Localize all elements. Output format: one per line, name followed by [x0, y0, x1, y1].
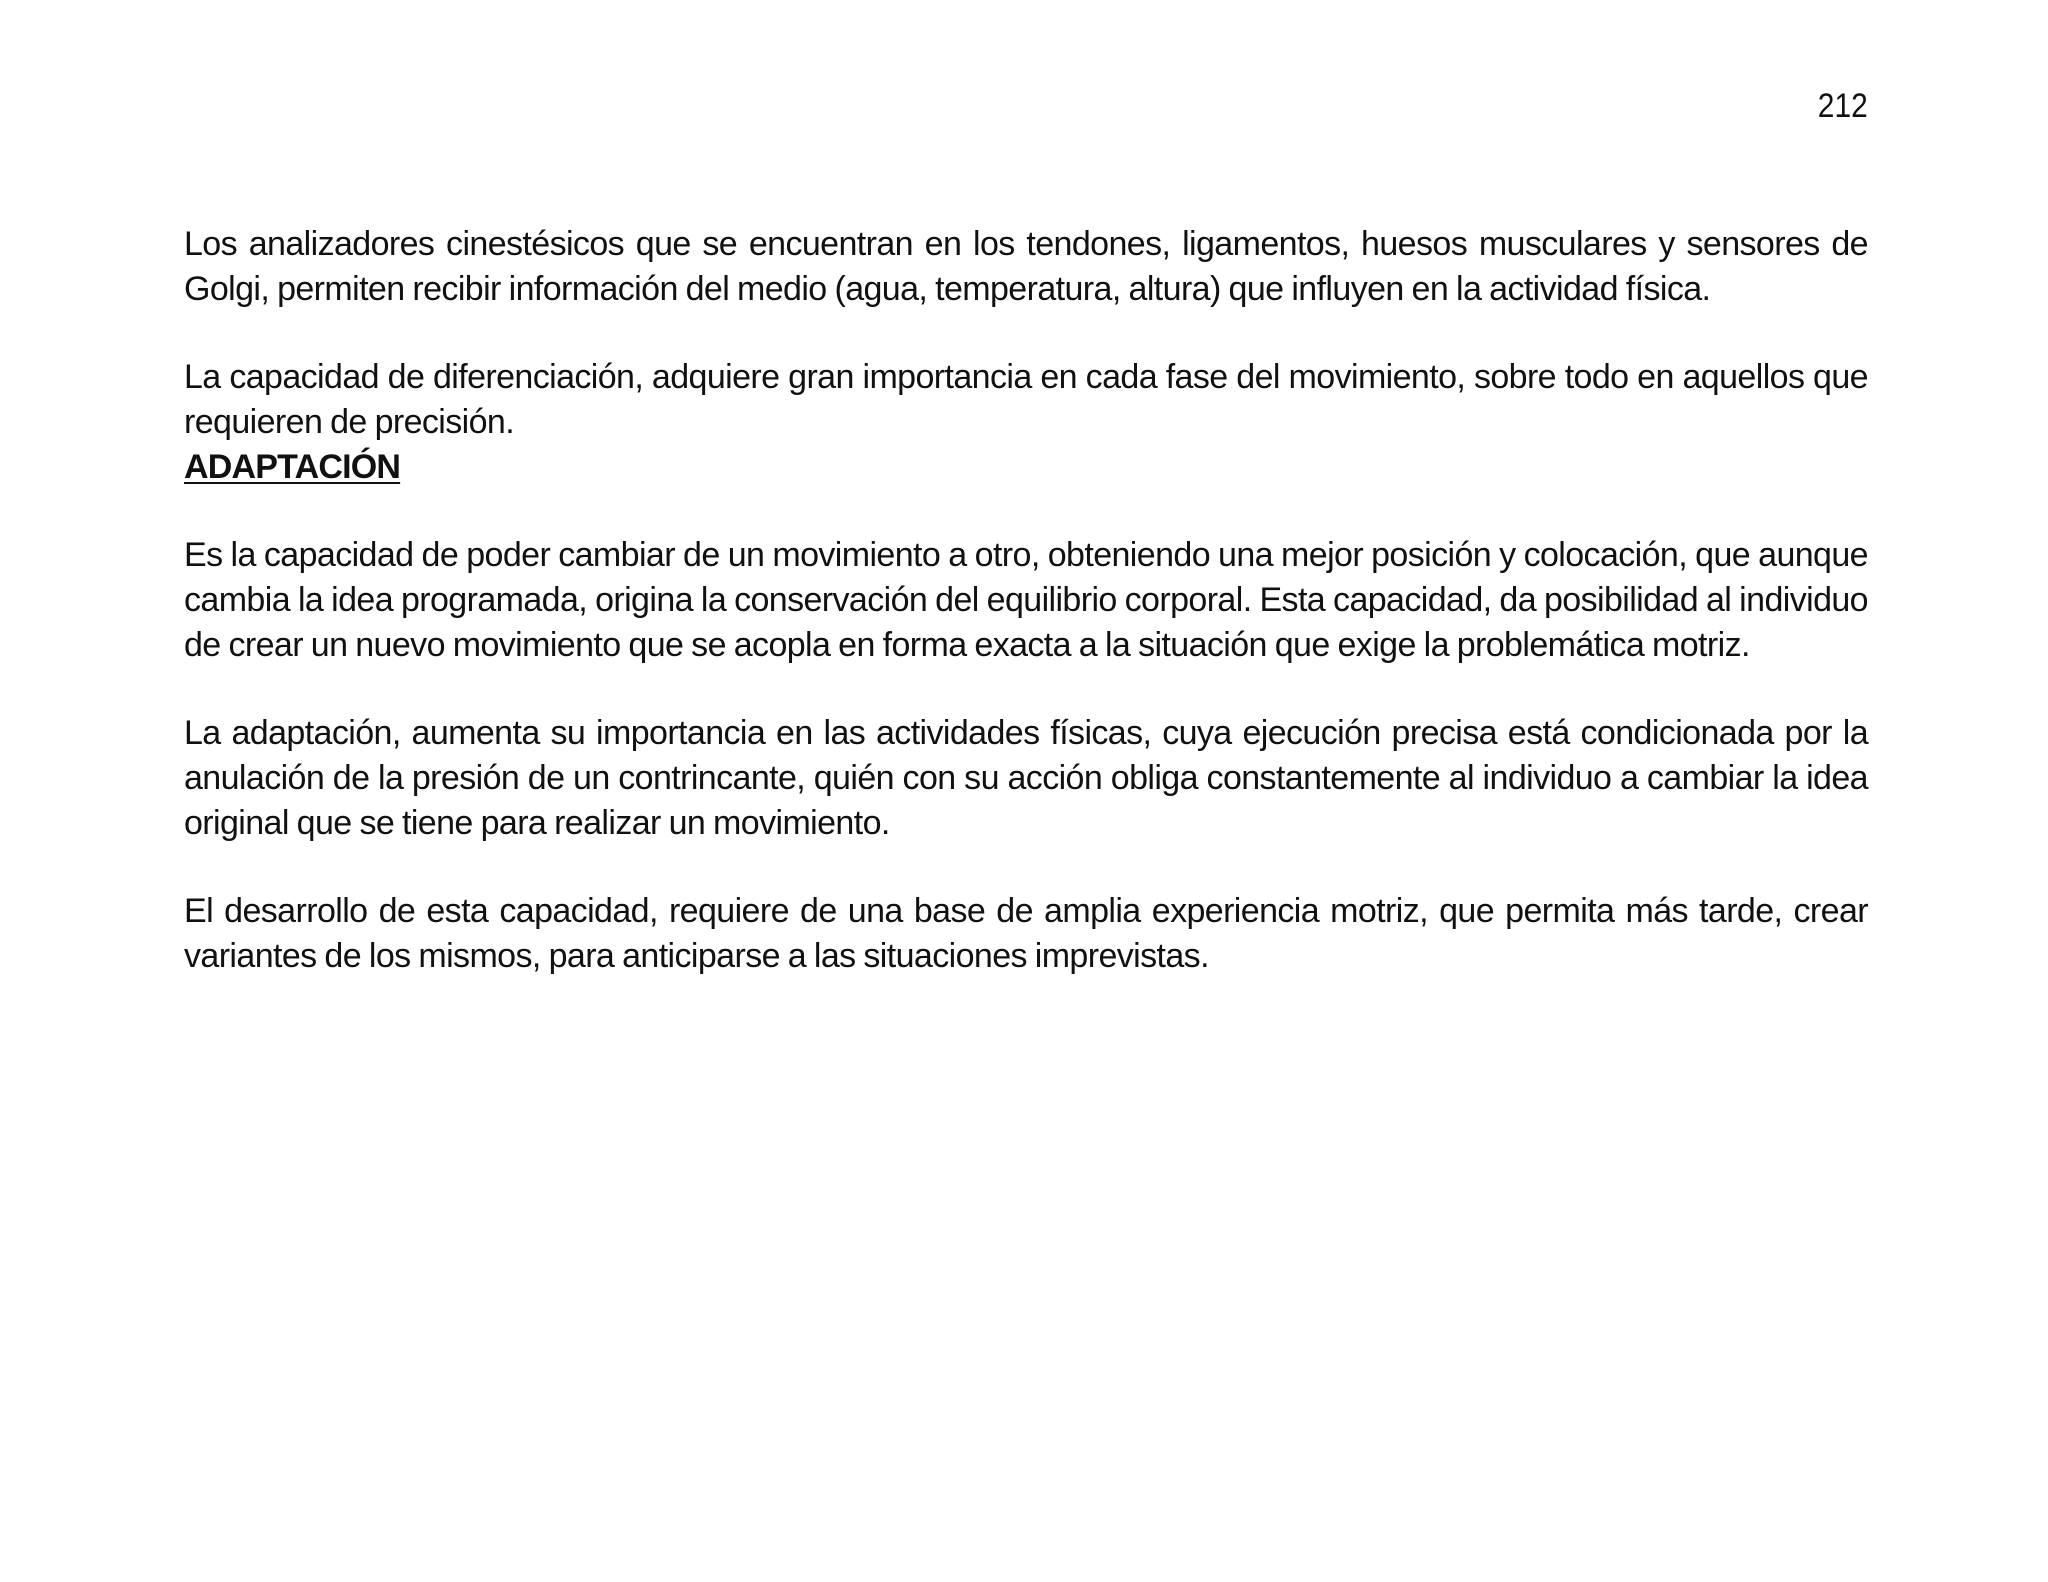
document-body	[184, 222, 1868, 979]
paragraph-adaptation-definition: Es la capacidad de poder cambiar de un movimiento a otro, obteniendo una mejor posición y colocación, que aunque cambia la idea programada, origina la conservación del equilibrio corporal. Esta capacidad, da posibilidad al individuo de crear un nuevo movimiento que se acopla en forma exacta a la situación que exige la problemática motriz.	[184, 536, 1868, 664]
paragraph-adaptation-development: El desarrollo de esta capacidad, requiere de una base de amplia experiencia motriz, que permita más tarde, crear variantes de los mismos, para anticiparse a las situaciones imprevistas.	[184, 892, 1868, 975]
paragraph-kinesthetic-analyzers: Los analizadores cinestésicos que se encuentran en los tendones, ligamentos, huesos musculares y sensores de Golgi, permiten recibir información del medio (agua, temperatura, altura) que influyen en la actividad física.	[184, 225, 1868, 308]
paragraph-differentiation: La capacidad de diferenciación, adquiere gran importancia en cada fase del movimiento, sobre todo en aquellos que requieren de precisión.	[184, 358, 1868, 441]
section-heading-adaptacion: ADAPTACIÓN	[184, 448, 401, 486]
page-number: 212	[1818, 87, 1868, 125]
paragraph-adaptation-importance: La adaptación, aumenta su importancia en las actividades físicas, cuya ejecución precisa está condicionada por la anulación de la presión de un contrincante, quién con su acción obliga constantemente al individuo a cambiar la idea original que se tiene para realizar un movimiento.	[184, 714, 1868, 842]
